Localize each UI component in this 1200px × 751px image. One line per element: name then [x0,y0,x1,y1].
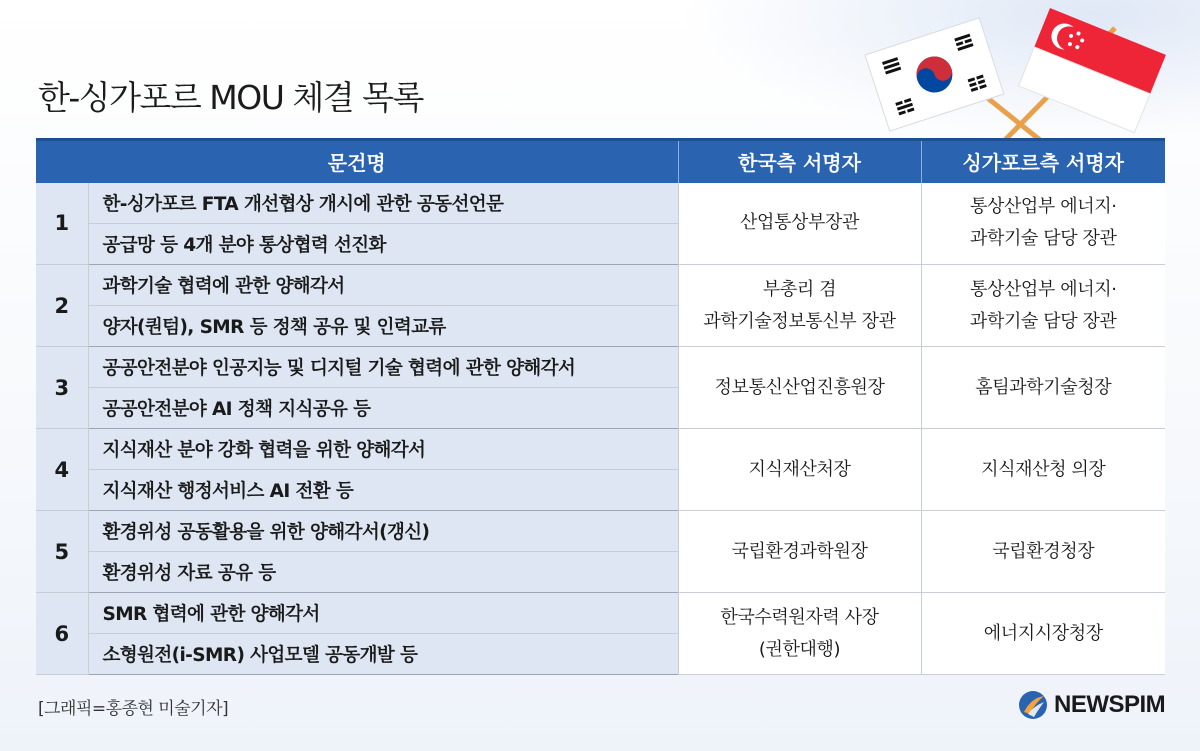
singapore-signer-line: 홈팀과학기술청장 [975,376,1112,398]
singapore-signer [921,347,1165,429]
singapore-signer [921,265,1165,347]
singapore-signer-line: 에너지시장청장 [983,622,1103,644]
header-singapore-signer: 싱가포르측 서명자 [921,140,1165,183]
korea-signer [678,429,921,511]
header-korea-signer: 한국측 서명자 [678,140,921,183]
row-number: 2 [36,265,88,347]
korea-signer-line: 한국수력원자력 사장 [720,606,879,628]
row-number: 5 [36,511,88,593]
row-number: 1 [36,183,88,265]
mou-table [36,138,1165,675]
document-detail: 소형원전(i-SMR) 사업모델 공동개발 등 [88,634,678,675]
document-detail: 양자(퀀텀), SMR 등 정책 공유 및 인력교류 [88,306,678,347]
row-number: 4 [36,429,88,511]
singapore-signer-line: 국립환경청장 [992,540,1095,562]
korea-signer-line: 국립환경과학원장 [731,540,868,562]
korea-signer-line: 산업통상부장관 [740,212,859,234]
singapore-signer-line: 과학기술 담당 장관 [969,228,1117,250]
singapore-flag-icon [1019,8,1166,133]
korea-signer [678,511,921,593]
document-detail: 지식재산 행정서비스 AI 전환 등 [88,470,678,511]
document-detail: 공급망 등 4개 분야 통상협력 선진화 [88,224,678,265]
singapore-signer [921,429,1165,511]
table-row [36,347,1165,388]
table-row [36,265,1165,306]
table-row [36,429,1165,470]
document-title: SMR 협력에 관한 양해각서 [88,593,678,634]
newspim-logo-icon [1018,690,1048,720]
korea-signer-line: 지식재산처장 [748,458,851,480]
newspim-logo [1018,690,1165,720]
document-title: 과학기술 협력에 관한 양해각서 [88,265,678,306]
graphic-credit: [그래픽=홍종현 미술기자] [38,699,229,719]
singapore-signer-line: 지식재산청 의장 [981,458,1106,480]
singapore-signer [921,511,1165,593]
document-title: 환경위성 공동활용을 위한 양해각서(갱신) [88,511,678,552]
page-title: 한-싱가포르 MOU 체결 목록 [38,78,423,117]
table-header-row [36,140,1165,183]
row-number: 6 [36,593,88,675]
korea-signer-line: 정보통신산업진흥원장 [714,376,885,398]
document-title: 지식재산 분야 강화 협력을 위한 양해각서 [88,429,678,470]
singapore-signer-line: 통상산업부 에너지· [969,278,1117,300]
korea-signer [678,347,921,429]
newspim-logo-text: NEWSPIM [1054,691,1166,718]
korea-signer-line: 과학기술정보통신부 장관 [703,310,896,332]
singapore-signer-line: 통상산업부 에너지· [969,196,1117,218]
document-title: 공공안전분야 인공지능 및 디지털 기술 협력에 관한 양해각서 [88,347,678,388]
document-detail: 공공안전분야 AI 정책 지식공유 등 [88,388,678,429]
korea-signer-line: 부총리 겸 [762,278,837,300]
table-row [36,511,1165,552]
table-row [36,183,1165,224]
korea-signer [678,265,921,347]
korea-flag-icon [865,18,1004,131]
korea-signer-line: (권한대행) [758,638,841,660]
korea-signer [678,593,921,675]
singapore-signer [921,593,1165,675]
document-title: 한-싱가포르 FTA 개선협상 개시에 관한 공동선언문 [88,183,678,224]
korea-signer [678,183,921,265]
singapore-signer [921,183,1165,265]
singapore-signer-line: 과학기술 담당 장관 [969,310,1117,332]
table-row [36,593,1165,634]
row-number: 3 [36,347,88,429]
crossed-flags [860,0,1190,140]
header-doc: 문건명 [36,140,678,183]
document-detail: 환경위성 자료 공유 등 [88,552,678,593]
